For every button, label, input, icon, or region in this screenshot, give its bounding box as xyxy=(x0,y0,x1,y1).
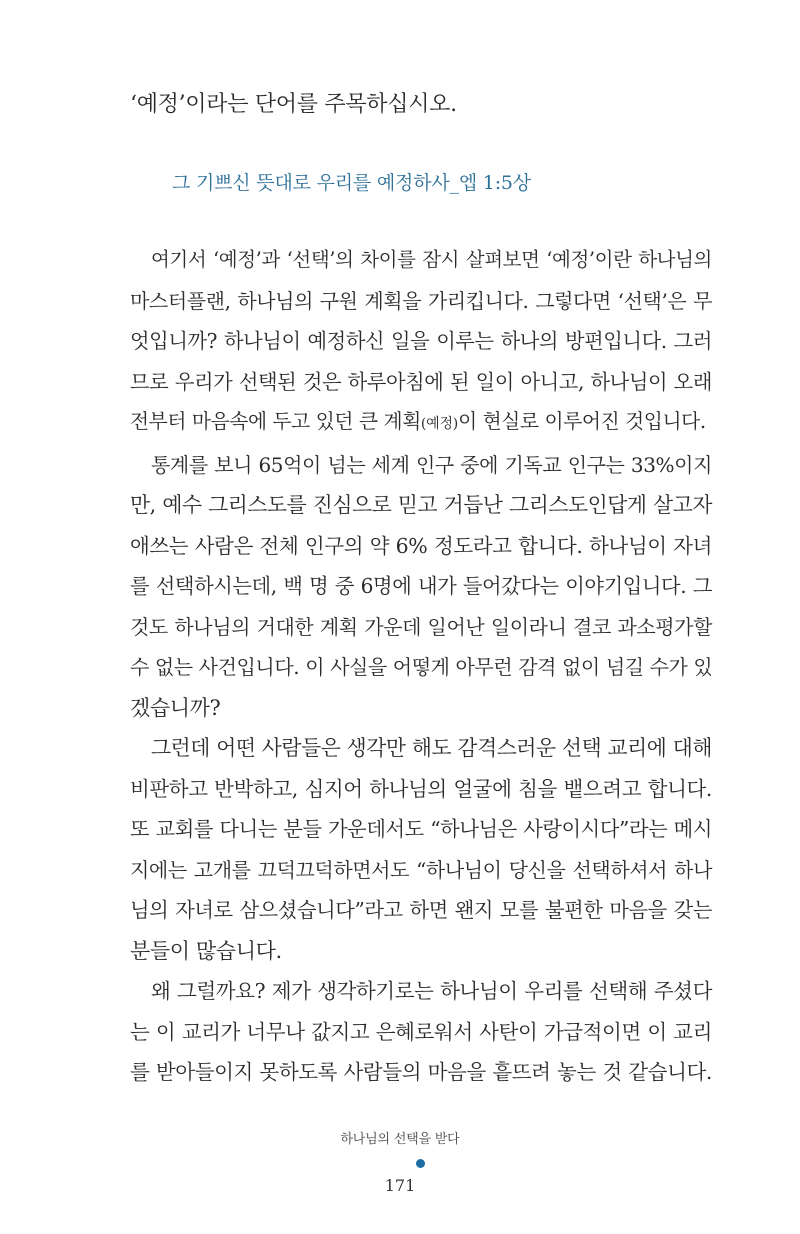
text-line: 는 이 교리가 너무나 값지고 은혜로워서 사탄이 가급적이면 이 교리 xyxy=(130,1019,712,1044)
footer-dot-ornament xyxy=(416,1159,425,1168)
text-line: 님의 자녀로 삼으셨습니다”라고 하면 왠지 모를 불편한 마음을 갖는 xyxy=(130,898,712,922)
text-line: 지에는 고개를 끄덕끄덕하면서도 “하나님이 당신을 선택하셔서 하나 xyxy=(130,857,712,882)
scripture-quote: 그 기쁘신 뜻대로 우리를 예정하사_엡 1:5상 xyxy=(172,172,531,194)
text-line: 또 교회를 다니는 분들 가운데서도 “하나님은 사랑이시다”라는 메시 xyxy=(130,817,712,841)
text-line: 여기서 ‘예정’과 ‘선택’의 차이를 잠시 살펴보면 ‘예정’이란 하나님의 xyxy=(151,248,712,271)
text-fragment: 전부터 마음속에 두고 있던 큰 계획 xyxy=(130,410,421,433)
paragraph-1 xyxy=(130,240,712,445)
text-line: 를 받아들이지 못하도록 사람들의 마음을 흩뜨려 놓는 것 같습니다. xyxy=(130,1060,712,1084)
intro-sentence: ‘예정’이라는 단어를 주목하십시오. xyxy=(130,92,457,117)
text-line: 므로 우리가 선택된 것은 하루아침에 된 일이 아니고, 하나님이 오래 xyxy=(130,369,712,394)
text-line: 그런데 어떤 사람들은 생각만 해도 감격스러운 선택 교리에 대해 xyxy=(151,736,712,760)
text-line: 통계를 보니 65억이 넘는 세계 인구 중에 기독교 인구는 33%이지 xyxy=(151,452,712,477)
text-line: 만, 예수 그리스도를 진심으로 믿고 거듭난 그리스도인답게 살고자 xyxy=(130,493,712,517)
page-number: 171 xyxy=(384,1176,416,1195)
text-line: 애쓰는 사람은 전체 인구의 약 6% 정도라고 합니다. 하나님이 자녀 xyxy=(130,533,712,558)
paragraph-3 xyxy=(130,728,712,971)
text-line: 분들이 많습니다. xyxy=(130,938,282,963)
text-line xyxy=(130,402,712,445)
parenthetical-note: (예정) xyxy=(420,416,459,432)
body-text xyxy=(130,240,712,1093)
text-line: 엇입니까? 하나님이 예정하신 일을 이루는 하나의 방편입니다. 그러 xyxy=(130,329,712,353)
text-line: 마스터플랜, 하나님의 구원 계획을 가리킵니다. 그렇다면 ‘선택’은 무 xyxy=(130,288,712,313)
running-footer-title: 하나님의 선택을 받다 xyxy=(340,1132,460,1147)
text-line: 를 선택하시는데, 백 명 중 6명에 내가 들어갔다는 이야기입니다. 그 xyxy=(130,574,712,598)
text-line: 겠습니까? xyxy=(130,695,221,720)
text-line: 것도 하나님의 거대한 계획 가운데 일어난 일이라니 결코 과소평가할 xyxy=(130,614,712,639)
paragraph-2 xyxy=(130,445,712,729)
text-line: 수 없는 사건입니다. 이 사실을 어떻게 아무런 감격 없이 넘길 수가 있 xyxy=(130,655,713,679)
text-fragment: 이 현실로 이루어진 것입니다. xyxy=(458,410,706,433)
paragraph-4 xyxy=(130,971,712,1093)
text-line: 왜 그럴까요? 제가 생각하기로는 하나님이 우리를 선택해 주셨다 xyxy=(151,979,712,1003)
text-line: 비판하고 반박하고, 심지어 하나님의 얼굴에 침을 뱉으려고 합니다. xyxy=(130,776,712,801)
